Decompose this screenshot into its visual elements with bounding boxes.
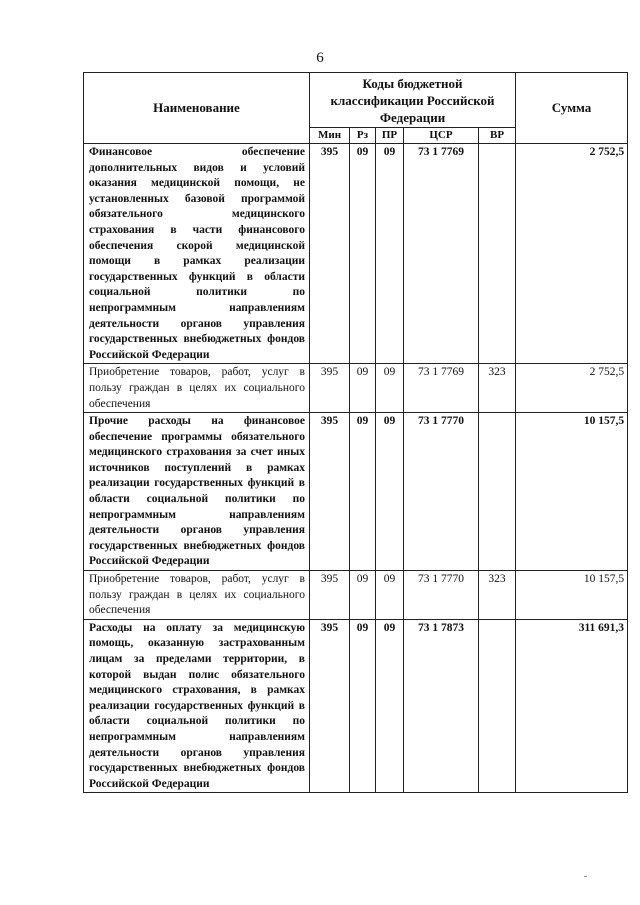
row-min: 395 bbox=[310, 413, 350, 571]
row-csr: 73 1 7770 bbox=[404, 571, 479, 620]
row-sum: 10 157,5 bbox=[516, 571, 628, 620]
table-row bbox=[84, 619, 628, 793]
row-vr bbox=[479, 619, 516, 793]
row-pr: 09 bbox=[376, 144, 404, 364]
row-pr: 09 bbox=[376, 364, 404, 413]
row-rz: 09 bbox=[350, 413, 376, 571]
budget-table bbox=[83, 72, 628, 793]
row-rz: 09 bbox=[350, 571, 376, 620]
row-vr bbox=[479, 144, 516, 364]
table-row bbox=[84, 413, 628, 571]
table-row bbox=[84, 571, 628, 620]
row-sum: 2 752,5 bbox=[516, 144, 628, 364]
row-vr: 323 bbox=[479, 364, 516, 413]
header-pr: ПР bbox=[376, 128, 404, 144]
row-csr: 73 1 7770 bbox=[404, 413, 479, 571]
row-vr: 323 bbox=[479, 571, 516, 620]
row-rz: 09 bbox=[350, 619, 376, 793]
header-name: Наименование bbox=[84, 73, 310, 144]
row-csr: 73 1 7873 bbox=[404, 619, 479, 793]
row-min: 395 bbox=[310, 571, 350, 620]
row-csr: 73 1 7769 bbox=[404, 364, 479, 413]
row-vr bbox=[479, 413, 516, 571]
row-sum: 311 691,3 bbox=[516, 619, 628, 793]
row-name: Приобретение товаров, работ, услуг в пользу граждан в целях их социального обеспечения bbox=[84, 364, 310, 413]
row-pr: 09 bbox=[376, 413, 404, 571]
row-min: 395 bbox=[310, 364, 350, 413]
header-vr: ВР bbox=[479, 128, 516, 144]
row-sum: 10 157,5 bbox=[516, 413, 628, 571]
table-row bbox=[84, 364, 628, 413]
row-name: Расходы на оплату за медицинскую помощь, оказанную застрахованным лицам за пределами территории, в которой выдан полис обязательного медицинского страхования, в рамках реализации государственных функций в области социальной политики по непрограммным направлениям деятельности органов управления государственных внебюджетных фондов Российской Федерации bbox=[84, 619, 310, 793]
row-min: 395 bbox=[310, 619, 350, 793]
row-name: Финансовое обеспечение дополнительных видов и условий оказания медицинской помощи, не установленных базовой программой обязательного медицинского страхования в части финансового обеспечения скорой медицинской помощи в рамках реализации государственных функций в области социальной политики по непрограммным направлениям деятельности органов управления государственных внебюджетных фондов Российской Федерации bbox=[84, 144, 310, 364]
page-number: 6 bbox=[316, 50, 324, 66]
row-pr: 09 bbox=[376, 571, 404, 620]
header-codes-group: Коды бюджетной классификации Российской Федерации bbox=[310, 73, 516, 128]
row-rz: 09 bbox=[350, 144, 376, 364]
scan-mark bbox=[584, 876, 587, 877]
row-csr: 73 1 7769 bbox=[404, 144, 479, 364]
header-csr: ЦСР bbox=[404, 128, 479, 144]
table-row bbox=[84, 144, 628, 364]
row-rz: 09 bbox=[350, 364, 376, 413]
header-min: Мин bbox=[310, 128, 350, 144]
row-name: Приобретение товаров, работ, услуг в пользу граждан в целях их социального обеспечения bbox=[84, 571, 310, 620]
header-sum: Сумма bbox=[516, 73, 628, 144]
row-min: 395 bbox=[310, 144, 350, 364]
row-sum: 2 752,5 bbox=[516, 364, 628, 413]
row-name: Прочие расходы на финансовое обеспечение программы обязательного медицинского страхования за счет иных источников поступлений в рамках реализации государственных функций в области социальной политики по непрограммным направлениям деятельности органов управления государственных внебюджетных фондов Российской Федерации bbox=[84, 413, 310, 571]
row-pr: 09 bbox=[376, 619, 404, 793]
header-rz: Рз bbox=[350, 128, 376, 144]
